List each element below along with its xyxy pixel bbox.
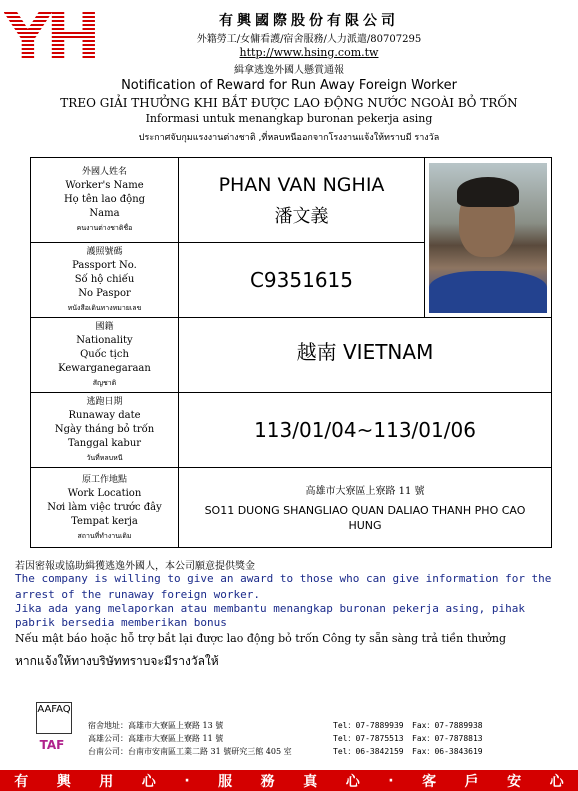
label-runaway-date <box>31 393 179 468</box>
office-fax: Fax：07-7889938 <box>412 721 483 730</box>
row-work-location <box>31 468 552 548</box>
slogan-char: · <box>184 772 190 789</box>
label-id: Nama <box>89 208 120 219</box>
title-id: Informasi untuk menangkap buronan pekerja asing <box>145 112 433 125</box>
label-cn: 護照號碼 <box>86 247 123 257</box>
label-vi: Nơi làm việc trước đây <box>47 501 162 513</box>
label-passport <box>31 243 179 318</box>
label-en: Passport No. <box>72 260 137 271</box>
slogan-char: · <box>388 772 394 789</box>
aafaq-badge <box>36 702 72 734</box>
worker-name-cn: 潘文義 <box>274 206 329 227</box>
label-en: Nationality <box>76 335 133 346</box>
label-cn: 逃跑日期 <box>86 397 123 407</box>
label-vi: Ngày tháng bỏ trốn <box>54 424 155 435</box>
label-name <box>31 158 179 243</box>
reward-en: The company is willing to give an award to those who can give information for the arrest of the runaway foreign worker. <box>15 572 552 601</box>
office-fax: Fax：06-3843619 <box>412 747 483 756</box>
slogan-char: 心 <box>141 773 156 790</box>
title-en: Notification of Reward for Run Away Foreign Worker <box>121 78 457 93</box>
office-tel: Tel：07-7875513 <box>333 734 404 743</box>
office-tel: Tel：07-7889939 <box>333 721 404 730</box>
company-logo <box>4 4 116 66</box>
label-th: คนงานต่างชาติชื่อ <box>76 224 133 232</box>
slogan-char: 有 <box>14 773 29 790</box>
label-id: Tempat kerja <box>71 515 138 527</box>
reward-cn: 若因密報或協助緝獲逃逸外國人，本公司願意提供獎金 <box>15 561 255 572</box>
label-en: Worker's Name <box>65 180 144 191</box>
label-th: สัญชาติ <box>92 379 117 387</box>
slogan-char: 用 <box>99 773 114 790</box>
slogan-char: 戶 <box>464 773 479 790</box>
label-vi: Số hộ chiếu <box>74 274 135 285</box>
slogan-char: 心 <box>549 773 564 790</box>
label-cn: 外國人姓名 <box>81 167 127 177</box>
slogan-char: 務 <box>260 773 275 790</box>
runaway-date-value: 113/01/04~113/01/06 <box>179 393 552 468</box>
row-nationality <box>31 318 552 393</box>
worker-name-en: PHAN VAN NGHIA <box>218 174 385 196</box>
label-nationality <box>31 318 179 393</box>
nationality-value: 越南 VIETNAM <box>179 318 552 393</box>
office-address: 台南公司：台南市安南區工業二路 31 號研究三館 405 室 <box>88 747 292 756</box>
value-name <box>179 158 425 243</box>
aafaq-badge-label: AAFAQ <box>37 704 71 715</box>
worker-info-table <box>30 157 552 548</box>
title-vi: TREO GIẢI THƯỞNG KHI BẮT ĐƯỢC LAO ĐỘNG NƯỚC NGOÀI BỎ TRỐN <box>60 96 518 110</box>
logo-text: YH <box>4 4 96 66</box>
label-id: No Paspor <box>78 288 131 299</box>
slogan-char: 心 <box>345 773 360 790</box>
worker-photo <box>429 163 547 313</box>
title-cn: 緝拿逃逸外國人懸賞通報 <box>234 65 344 76</box>
office-address: 高雄公司：高雄市大寮區上寮路 11 號 <box>88 734 224 743</box>
slogan-char: 客 <box>422 773 437 790</box>
label-id: Kewarganegaraan <box>58 363 151 374</box>
office-fax: Fax：07-7878813 <box>412 734 483 743</box>
reward-id: Jika ada yang melaporkan atau membantu menangkap buronan pekerja asing, pihak pabrik bersedia memberikan bonus <box>15 602 525 629</box>
label-en: Runaway date <box>68 410 141 421</box>
website-link[interactable]: http://www.hsing.com.tw <box>239 46 379 59</box>
slogan-bar <box>0 770 578 791</box>
label-en: Work Location <box>67 487 142 499</box>
taf-badge: TAF <box>39 738 65 752</box>
slogan-char: 興 <box>56 773 71 790</box>
label-th: วันที่หลบหนี <box>86 454 123 462</box>
location-cn: 高雄市大寮區上寮路 11 號 <box>305 486 425 497</box>
label-id: Tanggal kabur <box>67 438 142 449</box>
label-vi: Họ tên lao động <box>63 194 146 205</box>
label-vi: Quốc tịch <box>80 349 129 360</box>
office-tel: Tel：06-3842159 <box>333 747 404 756</box>
label-work-location <box>31 468 179 548</box>
slogan-char: 真 <box>303 773 318 790</box>
services-line: 外籍勞工/女傭看護/宿舍服務/人力派遣/80707295 <box>196 34 422 45</box>
label-cn: 原工作地點 <box>81 474 127 485</box>
slogan-char: 安 <box>507 773 522 790</box>
label-th: หนังสือเดินทางหมายเลข <box>67 304 142 312</box>
passport-number: C9351615 <box>179 243 425 318</box>
reward-th: หากแจ้งให้ทางบริษัททราบจะมีรางวัลให้ <box>15 654 219 668</box>
slogan-char: 服 <box>218 773 233 790</box>
company-name: 有興國際股份有限公司 <box>219 13 399 29</box>
office-address: 宿舍地址：高雄市大寮區上寮路 13 號 <box>88 721 224 730</box>
reward-vi: Nếu mật báo hoặc hỗ trợ bắt lại được lao động bỏ trốn Công ty sẵn sàng trả tiền thưởng <box>15 632 507 645</box>
photo-cell <box>425 158 552 318</box>
label-th: สถานที่ทำงานเดิม <box>77 531 132 540</box>
title-th: ประกาศจับกุมแรงงานต่างชาติ ,ที่หลบหนีออกจากโรงงานแจ้งให้ทราบมี รางวัล <box>138 133 440 143</box>
location-en: SO11 DUONG SHANGLIAO QUAN DALIAO THANH PHO CAO HUNG <box>204 504 526 532</box>
row-name <box>31 158 552 243</box>
label-cn: 國籍 <box>95 322 114 332</box>
row-runaway-date <box>31 393 552 468</box>
work-location-value <box>179 468 552 548</box>
